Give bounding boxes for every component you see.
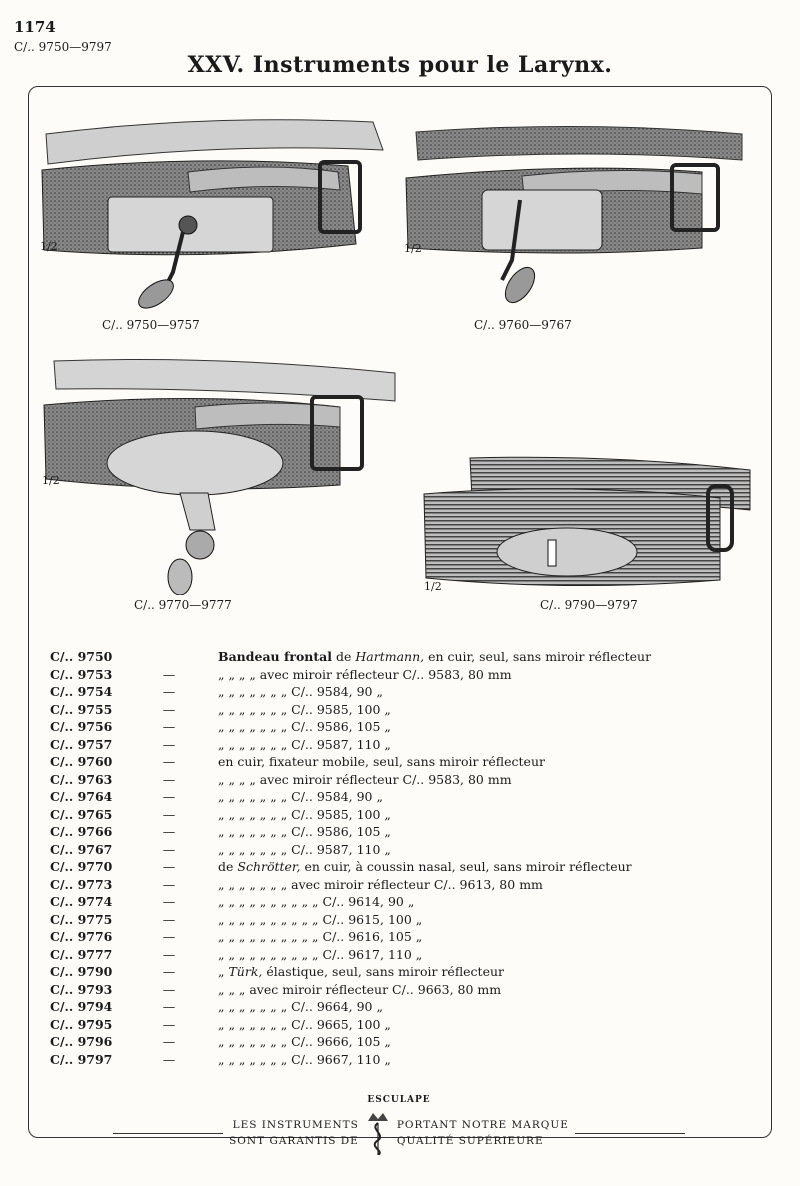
catalog-description [218,666,655,684]
description-text: C/.. 9617, 110 „ [318,946,423,962]
catalog-row [50,911,655,929]
catalog-description [218,823,655,841]
description-text: C/.. 9664, 90 „ [287,999,383,1015]
description-mid: de [218,859,238,875]
catalog-code: C/.. 9797 [50,1051,113,1067]
catalog-code: C/.. 9770 [50,859,113,875]
description-ditto: „ „ „ „ „ „ „ [218,824,288,840]
catalog-row [50,841,655,859]
catalog-description [218,788,655,806]
footer-right-line1: PORTANT NOTRE MARQUE [396,1119,569,1131]
catalog-code: C/.. 9796 [50,1034,113,1050]
catalog-dash: — [162,824,176,840]
catalog-code: C/.. 9793 [50,981,113,997]
figure-4-scale: 1/2 [424,580,442,593]
figure-1-scale: 1/2 [40,240,58,253]
catalog-code: C/.. 9773 [50,876,113,892]
catalog-row [50,806,655,824]
description-ditto: „ „ „ „ „ „ „ [218,876,288,892]
description-text: C/.. 9587, 110 „ [287,736,391,752]
description-ditto: „ [218,964,229,980]
catalog-description [218,683,655,701]
crown-serpent-logo-icon [365,1111,391,1155]
catalog-dash: — [162,911,176,927]
catalog-dash: — [162,736,176,752]
description-italic: Hartmann, [355,649,425,665]
catalog-code: C/.. 9794 [50,999,113,1015]
catalog-dash: — [162,1034,176,1050]
catalog-description [218,928,655,946]
description-text: avec miroir réflecteur C/.. 9583, 80 mm [255,666,512,682]
figure-4-caption: C/.. 9790—9797 [540,598,638,612]
catalog-code: C/.. 9774 [50,894,113,910]
catalog-dash: — [162,894,176,910]
catalog-code: C/.. 9750 [50,649,113,665]
description-ditto: „ „ „ „ „ „ „ [218,1016,288,1032]
catalog-dash: — [162,1016,176,1032]
description-mid: de [332,649,356,665]
catalog-description [218,806,655,824]
catalog-row [50,998,655,1016]
figure-turk-elastic-headband [420,452,760,597]
description-text: C/.. 9587, 110 „ [287,841,391,857]
description-text: avec miroir réflecteur C/.. 9663, 80 mm [245,981,502,997]
catalog-dash: — [162,806,176,822]
description-ditto: „ „ „ „ „ „ „ [218,999,288,1015]
figure-3-caption: C/.. 9770—9777 [134,598,232,612]
description-text: C/.. 9614, 90 „ [318,894,415,910]
description-text: C/.. 9586, 105 „ [287,824,391,840]
description-ditto: „ „ „ „ „ „ „ [218,806,288,822]
catalog-description [218,998,655,1016]
catalog-code: C/.. 9776 [50,929,113,945]
catalog-description [218,718,655,736]
catalog-row [50,788,655,806]
catalog-description [218,893,655,911]
catalog-table [50,648,655,1068]
description-text: avec miroir réflecteur C/.. 9613, 80 mm [287,876,543,892]
description-text: C/.. 9584, 90 „ [287,789,383,805]
description-ditto: „ „ „ „ „ „ „ [218,719,288,735]
description-text: élastique, seul, sans miroir réflecteur [262,964,504,980]
catalog-description [218,1051,655,1069]
catalog-row [50,858,655,876]
catalog-code: C/.. 9767 [50,841,113,857]
catalog-dash: — [162,964,176,980]
figure-hartmann-headband [38,112,398,322]
description-italic: Schrötter, [237,859,301,875]
figure-schrotter-headband [40,355,400,595]
catalog-description [218,963,655,981]
description-ditto: „ „ „ „ „ „ „ [218,684,288,700]
catalog-dash [124,648,218,666]
catalog-code: C/.. 9764 [50,789,113,805]
catalog-code: C/.. 9795 [50,1016,113,1032]
description-ditto: „ „ „ „ [218,666,256,682]
footer-right-line2: QUALITÉ SUPÉRIEURE [396,1135,544,1147]
description-text: C/.. 9616, 105 „ [318,929,423,945]
catalog-dash: — [162,929,176,945]
page-range: C/.. 9750—9797 [14,40,112,54]
catalog-row [50,928,655,946]
description-text: C/.. 9586, 105 „ [287,719,391,735]
description-ditto: „ „ „ „ „ „ „ [218,701,288,717]
catalog-code: C/.. 9756 [50,719,113,735]
catalog-description [218,858,655,876]
description-text: C/.. 9585, 100 „ [287,701,391,717]
description-text: en cuir, à coussin nasal, seul, sans miroir réflecteur [300,859,632,875]
catalog-code: C/.. 9757 [50,736,113,752]
catalog-description [218,736,655,754]
catalog-row [50,771,655,789]
catalog-row [50,683,655,701]
figure-2-caption: C/.. 9760—9767 [474,318,572,332]
catalog-description [218,753,655,771]
catalog-dash: — [162,1051,176,1067]
catalog-code: C/.. 9765 [50,806,113,822]
catalog-dash: — [162,789,176,805]
catalog-code: C/.. 9760 [50,754,113,770]
catalog-dash: — [162,701,176,717]
catalog-code: C/.. 9763 [50,771,113,787]
footer-left-line1: LES INSTRUMENTS [232,1119,359,1131]
catalog-row [50,876,655,894]
description-ditto: „ „ „ „ „ „ „ [218,789,288,805]
catalog-row [50,736,655,754]
footer-rule-left [113,1133,223,1134]
catalog-row [50,963,655,981]
catalog-code: C/.. 9790 [50,964,113,980]
figure-mobile-fixator-headband [402,120,757,320]
catalog-row [50,718,655,736]
catalog-description [218,1016,655,1034]
catalog-description [218,946,655,964]
footer-rule-right [575,1133,685,1134]
catalog-dash: — [162,719,176,735]
catalog-dash: — [162,876,176,892]
catalog-description [218,876,655,894]
figure-2-scale: 1/2 [404,242,422,255]
description-text: C/.. 9584, 90 „ [287,684,383,700]
footer-trademark [28,1095,770,1155]
description-ditto: „ „ „ „ „ „ „ [218,1051,288,1067]
page-title: XXV. Instruments pour le Larynx. [187,52,613,78]
catalog-description [218,701,655,719]
catalog-dash: — [162,666,176,682]
catalog-code: C/.. 9777 [50,946,113,962]
description-text: en cuir, fixateur mobile, seul, sans miroir réflecteur [218,754,545,770]
catalog-dash: — [162,999,176,1015]
description-text: en cuir, seul, sans miroir réflecteur [424,649,652,665]
catalog-code: C/.. 9775 [50,911,113,927]
catalog-description [218,981,655,999]
catalog-description [218,841,655,859]
catalog-row [50,946,655,964]
brand-name: ESCULAPE [367,1095,431,1105]
description-ditto: „ „ „ „ „ „ „ „ „ „ [218,894,319,910]
description-italic: Türk, [228,964,263,980]
catalog-description [218,911,655,929]
description-ditto: „ „ „ „ [218,771,256,787]
catalog-row [50,1051,655,1069]
catalog-dash: — [162,859,176,875]
catalog-row [50,1016,655,1034]
description-text: C/.. 9665, 100 „ [287,1016,391,1032]
catalog-description [218,648,655,666]
description-text: C/.. 9666, 105 „ [287,1034,391,1050]
catalog-code: C/.. 9766 [50,824,113,840]
catalog-code: C/.. 9753 [50,666,113,682]
description-text: avec miroir réflecteur C/.. 9583, 80 mm [255,771,512,787]
catalog-code: C/.. 9754 [50,684,113,700]
figure-1-caption: C/.. 9750—9757 [102,318,200,332]
catalog-dash: — [162,771,176,787]
description-ditto: „ „ „ „ „ „ „ „ „ „ [218,929,319,945]
catalog-row [50,1033,655,1051]
catalog-row [50,893,655,911]
catalog-row [50,666,655,684]
description-ditto: „ „ „ „ „ „ „ „ „ „ [218,946,319,962]
description-ditto: „ „ „ „ „ „ „ [218,841,288,857]
figure-3-scale: 1/2 [42,474,60,487]
catalog-dash: — [162,754,176,770]
catalog-row [50,823,655,841]
description-ditto: „ „ „ „ „ „ „ [218,1034,288,1050]
catalog-description [218,771,655,789]
catalog-dash: — [162,946,176,962]
catalog-row [50,981,655,999]
description-bold: Bandeau frontal [218,649,332,665]
catalog-description [218,1033,655,1051]
catalog-row [50,701,655,719]
description-text: C/.. 9585, 100 „ [287,806,391,822]
description-ditto: „ „ „ „ „ „ „ [218,736,288,752]
footer-left-line2: SONT GARANTIS DE [229,1135,359,1147]
catalog-row [50,753,655,771]
catalog-dash: — [162,684,176,700]
catalog-row [50,648,655,666]
catalog-dash: — [162,981,176,997]
description-ditto: „ „ „ „ „ „ „ „ „ „ [218,911,319,927]
description-text: C/.. 9615, 100 „ [318,911,423,927]
catalog-dash: — [162,841,176,857]
description-text: C/.. 9667, 110 „ [287,1051,391,1067]
description-ditto: „ „ „ [218,981,246,997]
catalog-code: C/.. 9755 [50,701,113,717]
page-number: 1174 [14,18,56,36]
